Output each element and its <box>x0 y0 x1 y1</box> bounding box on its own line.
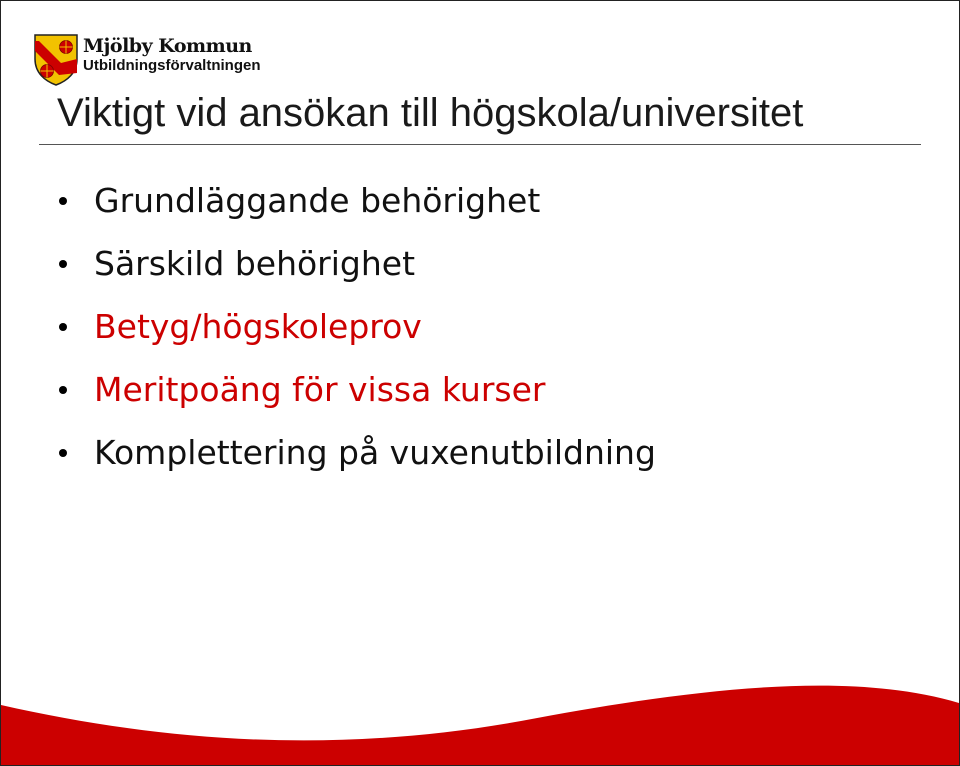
bullet-text: Grundläggande behörighet <box>94 180 541 220</box>
bullet-dot-icon <box>59 449 67 457</box>
bullet-item <box>59 169 656 232</box>
logo-dept-name: Utbildningsförvaltningen <box>83 57 261 74</box>
bullet-dot-icon <box>59 323 67 331</box>
bullet-text: Komplettering på vuxenutbildning <box>94 432 656 472</box>
logo-org-name: Mjölby Kommun <box>83 35 252 57</box>
bullet-item <box>59 232 656 295</box>
bullet-item <box>59 295 656 358</box>
slide-title: Viktigt vid ansökan till högskola/universitet <box>57 91 804 135</box>
bullet-text: Meritpoäng för vissa kurser <box>94 369 546 409</box>
bullet-item <box>59 421 656 484</box>
decorative-red-wave <box>1 651 959 765</box>
logo <box>33 33 261 87</box>
bullet-text: Betyg/högskoleprov <box>94 306 422 346</box>
bullet-dot-icon <box>59 386 67 394</box>
logo-text <box>83 35 261 75</box>
bullet-item <box>59 358 656 421</box>
title-divider <box>39 144 921 145</box>
bullet-list <box>59 169 656 484</box>
bullet-dot-icon <box>59 260 67 268</box>
bullet-dot-icon <box>59 197 67 205</box>
coat-of-arms-icon <box>33 33 79 87</box>
bullet-text: Särskild behörighet <box>94 243 416 283</box>
